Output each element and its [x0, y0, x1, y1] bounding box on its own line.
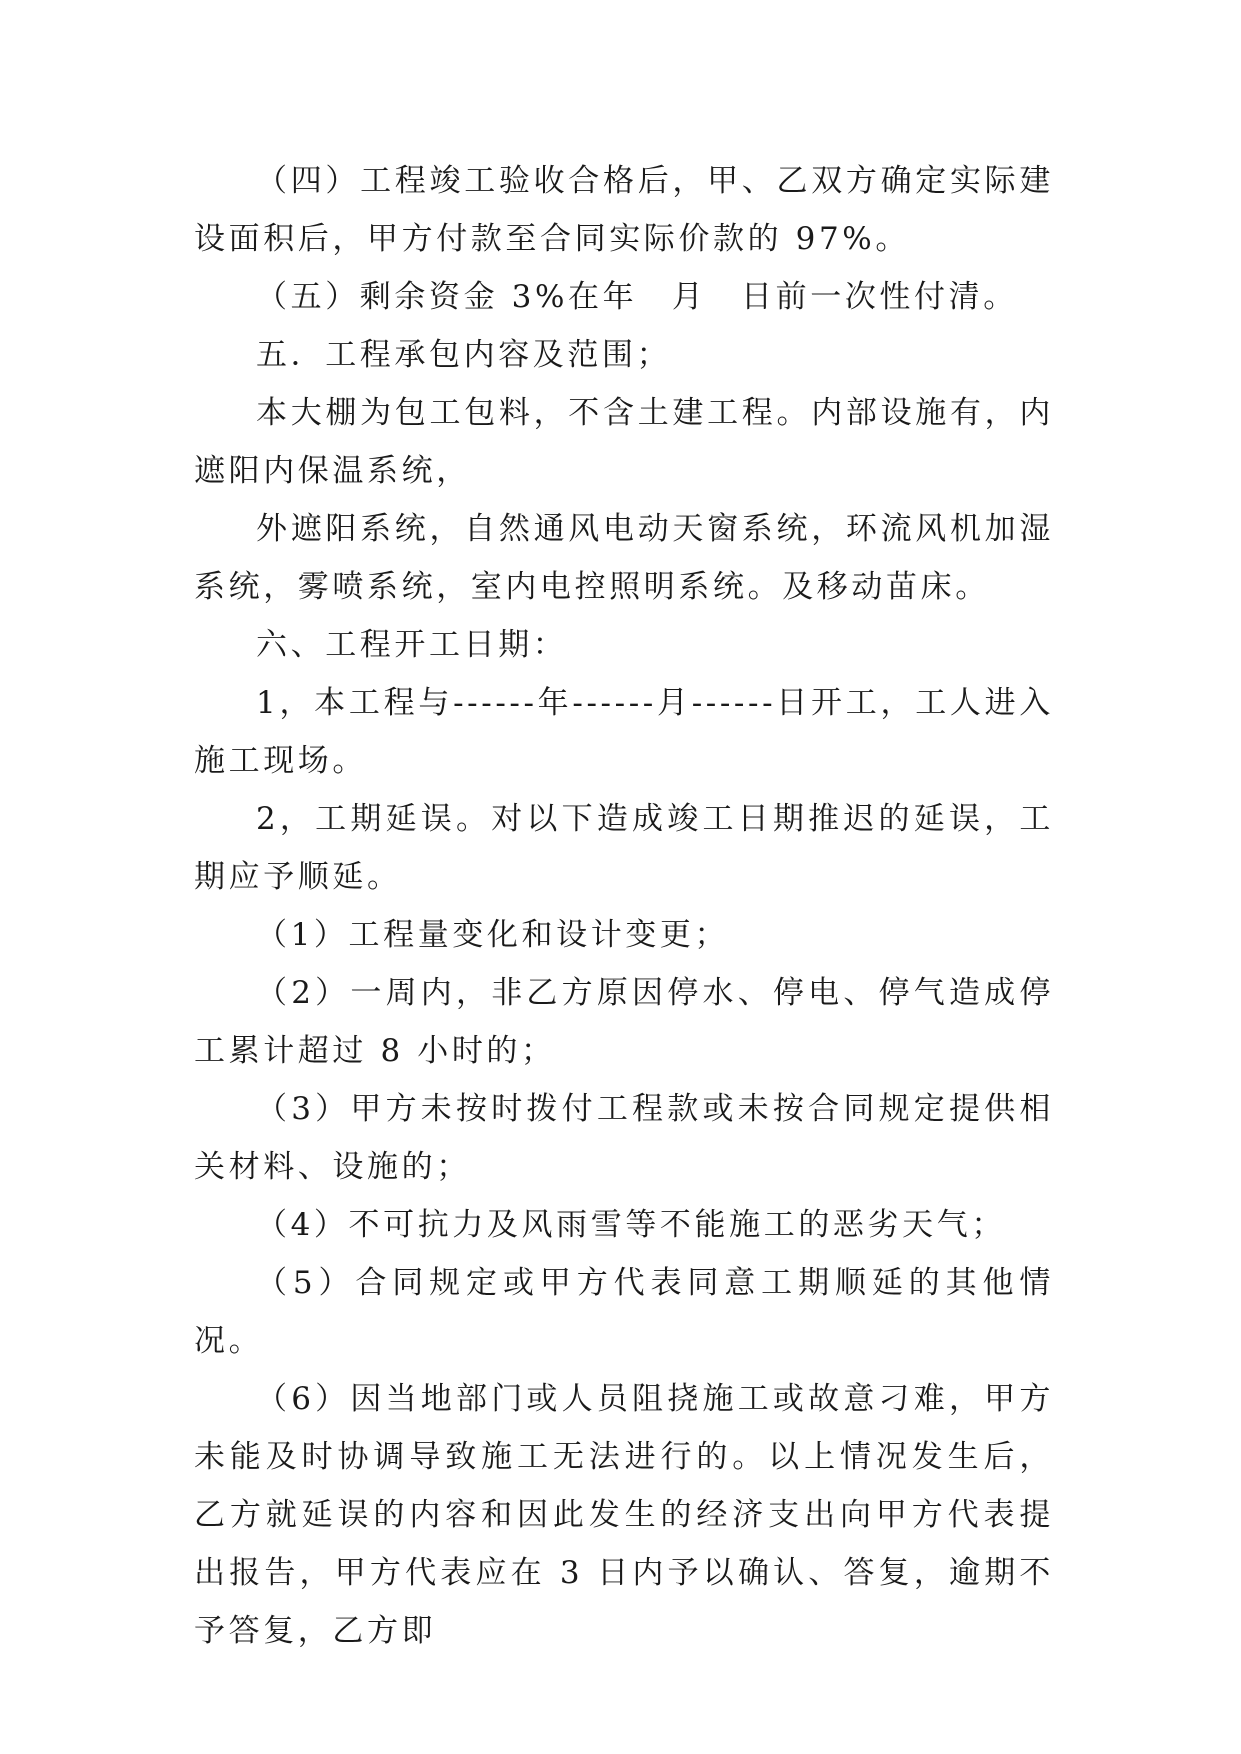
paragraph-start-date: 1，本工程与------年------月------日开工，工人进入施工现场。: [194, 685, 1054, 779]
paragraph-payment-5: （五）剩余资金 3%在年 月 日前一次性付清。: [256, 279, 1018, 315]
paragraph-scope-description: 本大棚为包工包料，不含土建工程。内部设施有，内遮阳内保温系统，: [194, 395, 1054, 489]
section-heading-scope: 五．工程承包内容及范围；: [256, 337, 672, 373]
delay-item-6: （6）因当地部门或人员阻挠施工或故意刁难，甲方未能及时协调导致施工无法进行的。以上情况发生后，乙方就延误的内容和因此发生的经济支出向甲方代表提出报告，甲方代表应在 3 日内予以确认、答复，逾期不予答复，乙方即: [194, 1381, 1054, 1649]
delay-item-1: （1）工程量变化和设计变更；: [256, 917, 730, 953]
document-page: [194, 152, 1054, 1660]
section-heading-start-date: 六、工程开工日期：: [256, 627, 568, 663]
paragraph-delay: 2，工期延误。对以下造成竣工日期推迟的延误，工期应予顺延。: [194, 801, 1054, 895]
delay-item-2: （2）一周内，非乙方原因停水、停电、停气造成停工累计超过 8 小时的；: [194, 975, 1054, 1069]
delay-item-5: （5）合同规定或甲方代表同意工期顺延的其他情况。: [194, 1265, 1054, 1359]
paragraph-payment-4: （四）工程竣工验收合格后，甲、乙双方确定实际建设面积后，甲方付款至合同实际价款的 97%。: [194, 163, 1054, 257]
delay-item-3: （3）甲方未按时拨付工程款或未按合同规定提供相关材料、设施的；: [194, 1091, 1054, 1185]
paragraph-scope-systems: 外遮阳系统，自然通风电动天窗系统，环流风机加湿系统，雾喷系统，室内电控照明系统。及移动苗床。: [194, 511, 1054, 605]
delay-item-4: （4）不可抗力及风雨雪等不能施工的恶劣天气；: [256, 1207, 1006, 1243]
